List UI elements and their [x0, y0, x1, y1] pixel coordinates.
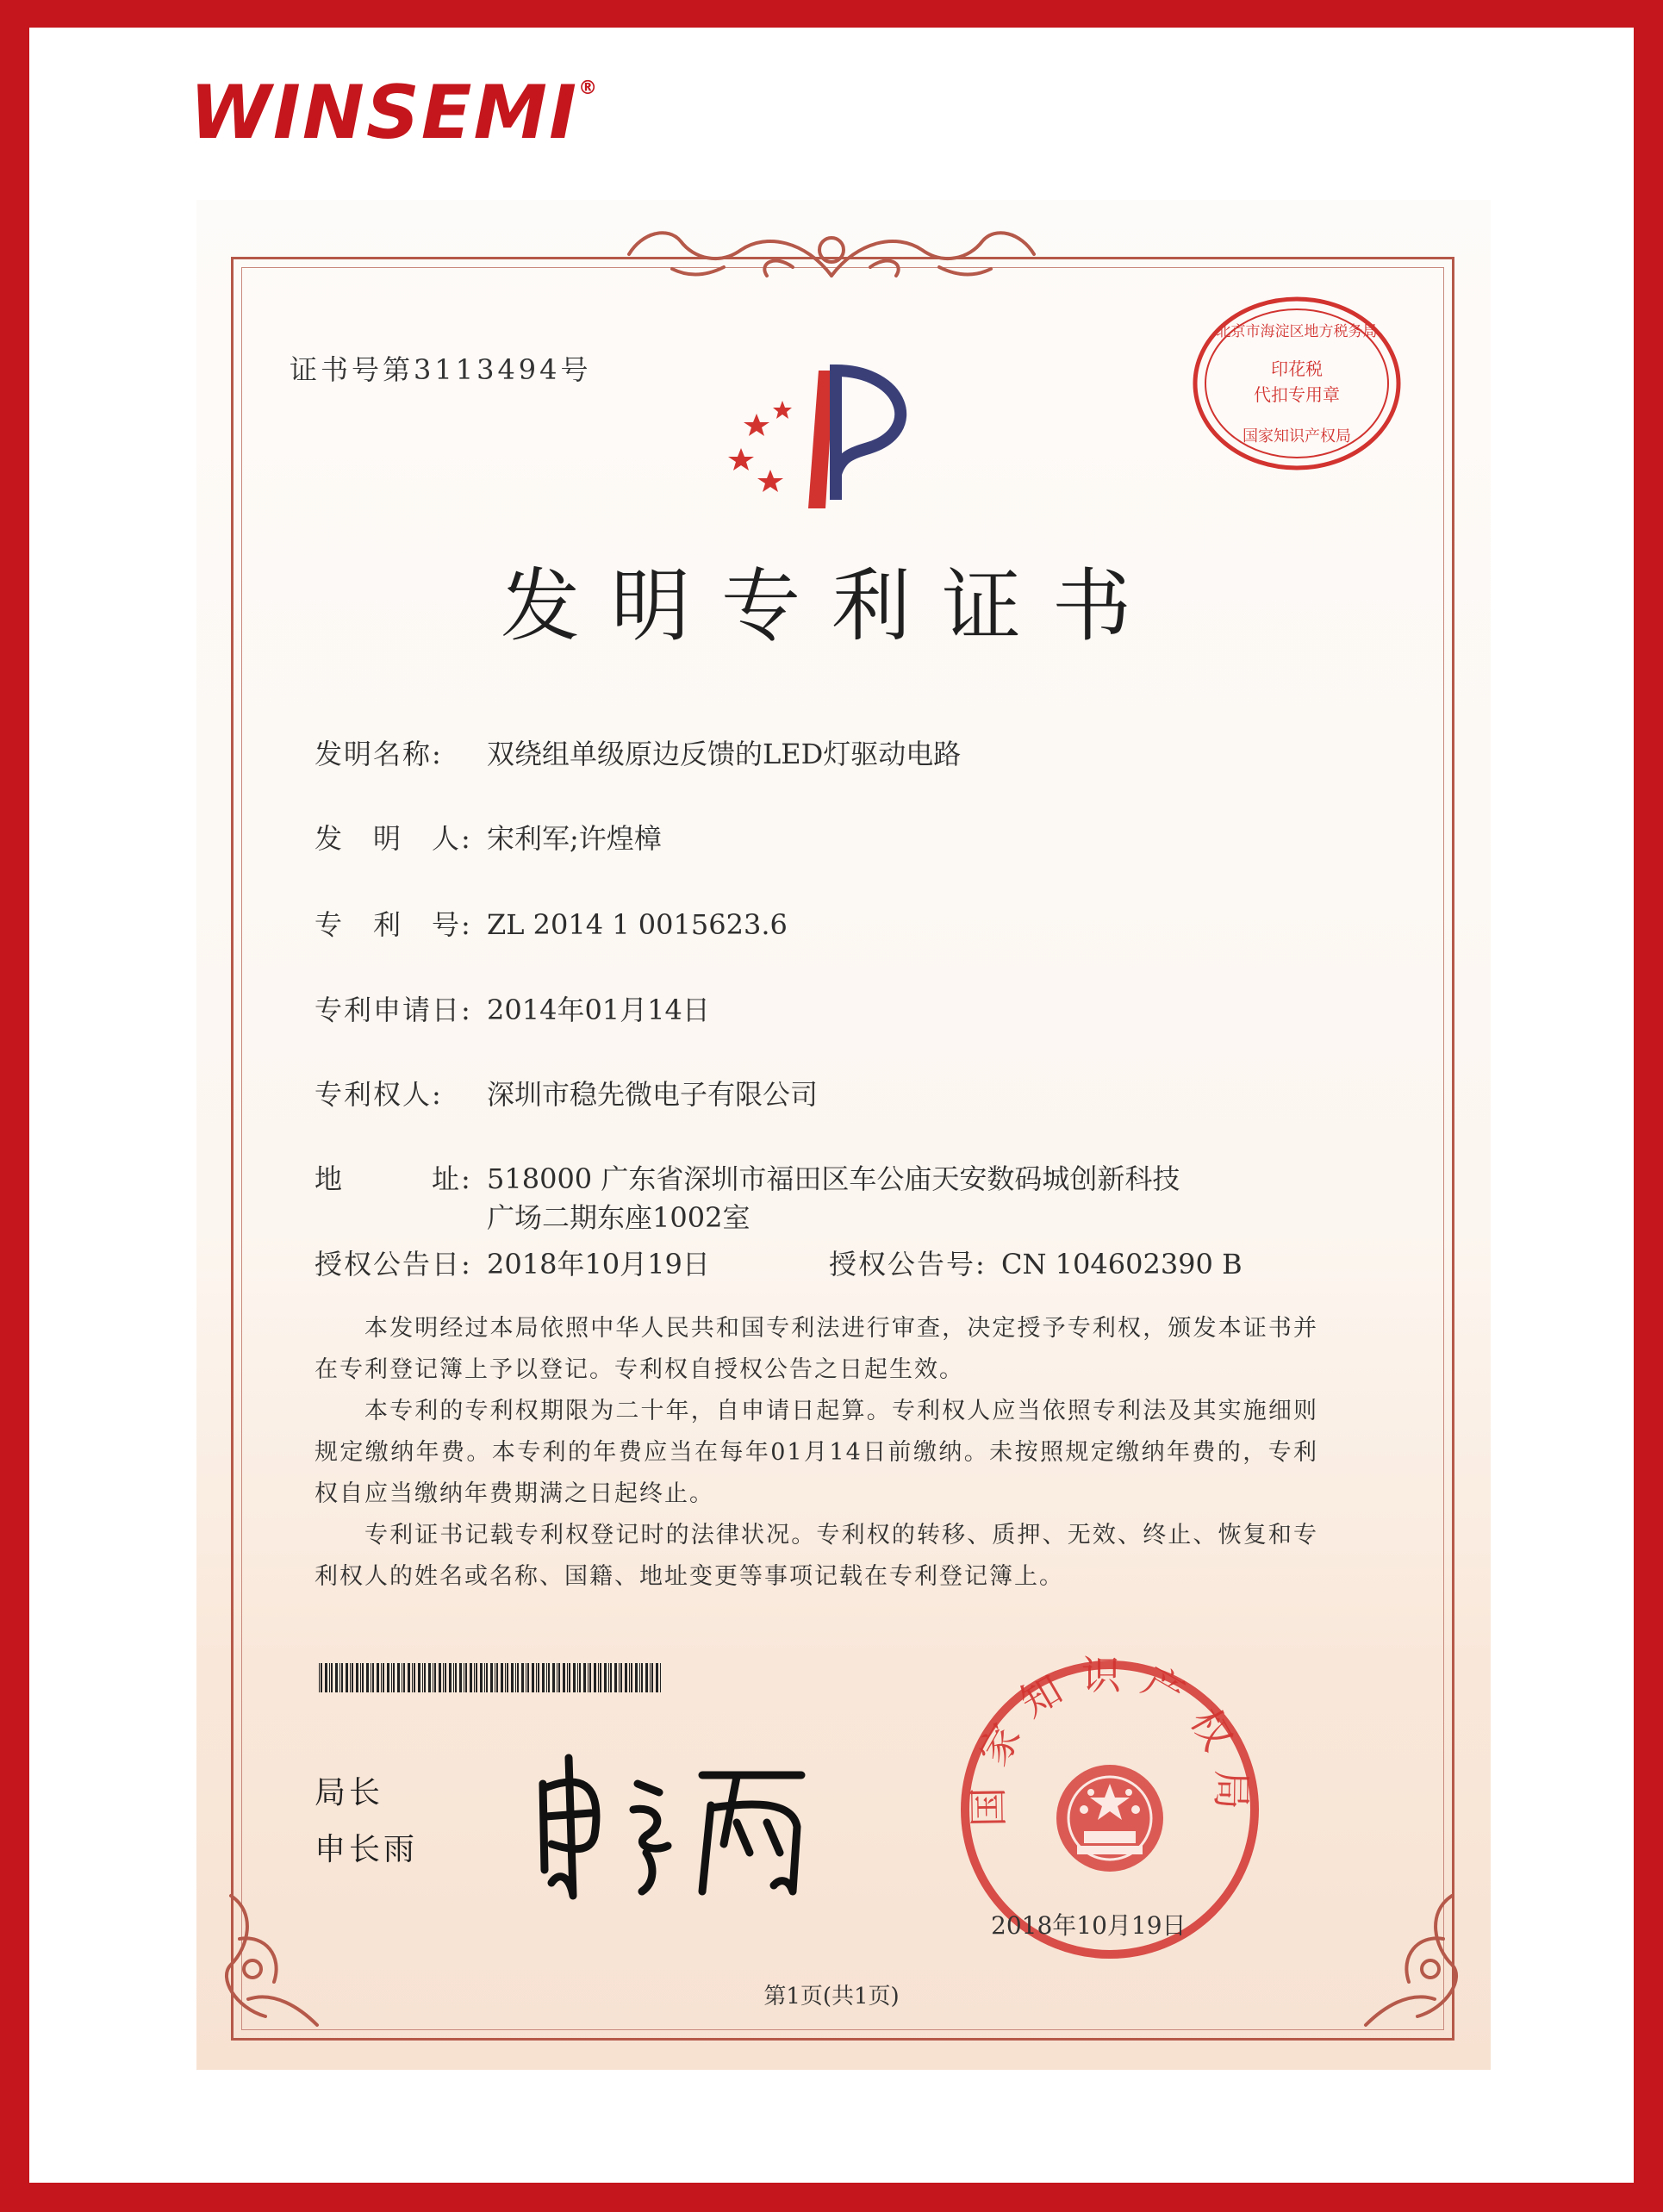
filing-date-label: 专利申请日: [315, 994, 472, 1026]
address-field [315, 1157, 1180, 1197]
statement-paragraph-3: 专利证书记载专利权登记时的法律状况。专利权的转移、质押、无效、终止、恢复和专利权人的姓名或名称、国籍、地址变更等事项记载在专利登记簿上。 [315, 1522, 1318, 1590]
tax-stamp-center-1: 印花税 [1271, 358, 1323, 379]
page-number: 第1页(共1页) [763, 1984, 900, 2009]
director-name: 申长雨 [315, 1832, 419, 1867]
address-line-2: 广场二期东座1002室 [487, 1201, 751, 1234]
certificate-title: 发明专利证书 [500, 560, 1162, 652]
grant-date-value: 2018年10月19日 [487, 1248, 710, 1280]
inventor-field [315, 817, 662, 857]
patentee-label: 专利权人: [315, 1078, 443, 1111]
director-title: 局长 [315, 1775, 384, 1810]
invention-name-field [315, 732, 961, 772]
patent-number-value: ZL 2014 1 0015623.6 [487, 908, 788, 941]
address-label: 地 址: [315, 1162, 472, 1195]
patentee-field [315, 1073, 818, 1112]
statement-paragraph-2: 本专利的专利权期限为二十年，自申请日起算。专利权人应当依照专利法及其实施细则规定缴纳年费。本专利的年费应当在每年01月14日前缴纳。未按照规定缴纳年费的，专利权自应当缴纳年费期满之日起终止。 [315, 1398, 1318, 1507]
address-line-1: 518000 广东省深圳市福田区车公庙天安数码城创新科技 [487, 1162, 1180, 1195]
bottom-left-ornament [214, 1887, 334, 2034]
seal-date: 2018年10月19日 [991, 1911, 1187, 1940]
director-signature [526, 1741, 836, 1904]
filing-date-field [315, 988, 710, 1028]
brand-name: WINSEMI [190, 70, 579, 156]
bottom-right-ornament [1348, 1887, 1469, 2034]
grant-number-value: CN 104602390 B [1001, 1248, 1243, 1280]
tax-stamp-center-2: 代扣专用章 [1254, 384, 1340, 405]
grant-date-label: 授权公告日: [315, 1248, 472, 1280]
invention-name-value: 双绕组单级原边反馈的LED灯驱动电路 [487, 738, 962, 770]
brand-logo [190, 70, 600, 156]
filing-date-value: 2014年01月14日 [487, 994, 710, 1026]
grant-number-field [829, 1243, 1243, 1282]
address-field-line-2 [315, 1196, 750, 1236]
grant-number-label: 授权公告号: [829, 1248, 987, 1280]
inventor-label: 发 明 人: [315, 822, 472, 855]
tax-stamp-bottom: 国家知识产权局 [1243, 427, 1351, 446]
barcode [319, 1663, 663, 1692]
certificate-number: 证书号第3113494号 [290, 353, 592, 386]
patent-number-field [315, 903, 788, 943]
grant-date-field [315, 1243, 710, 1282]
invention-name-label: 发明名称: [315, 738, 443, 770]
top-ornament [620, 215, 1043, 293]
statement-paragraph-1: 本发明经过本局依照中华人民共和国专利法进行审查，决定授予专利权，颁发本证书并在专利登记簿上予以登记。专利权自授权公告之日起生效。 [315, 1315, 1318, 1383]
patentee-value: 深圳市稳先微电子有限公司 [487, 1078, 819, 1111]
registered-mark: ® [578, 78, 600, 99]
patent-office-emblem-icon [722, 353, 937, 517]
inventor-value: 宋利军;许煌樟 [487, 822, 662, 855]
tax-stamp-seal [1189, 293, 1405, 474]
tax-stamp-ring-text: 北京市海淀区地方税务局 [1216, 323, 1378, 340]
seal-ring-text: 国家知识产权局 [964, 1654, 1255, 1828]
patent-number-label: 专 利 号: [315, 908, 472, 941]
